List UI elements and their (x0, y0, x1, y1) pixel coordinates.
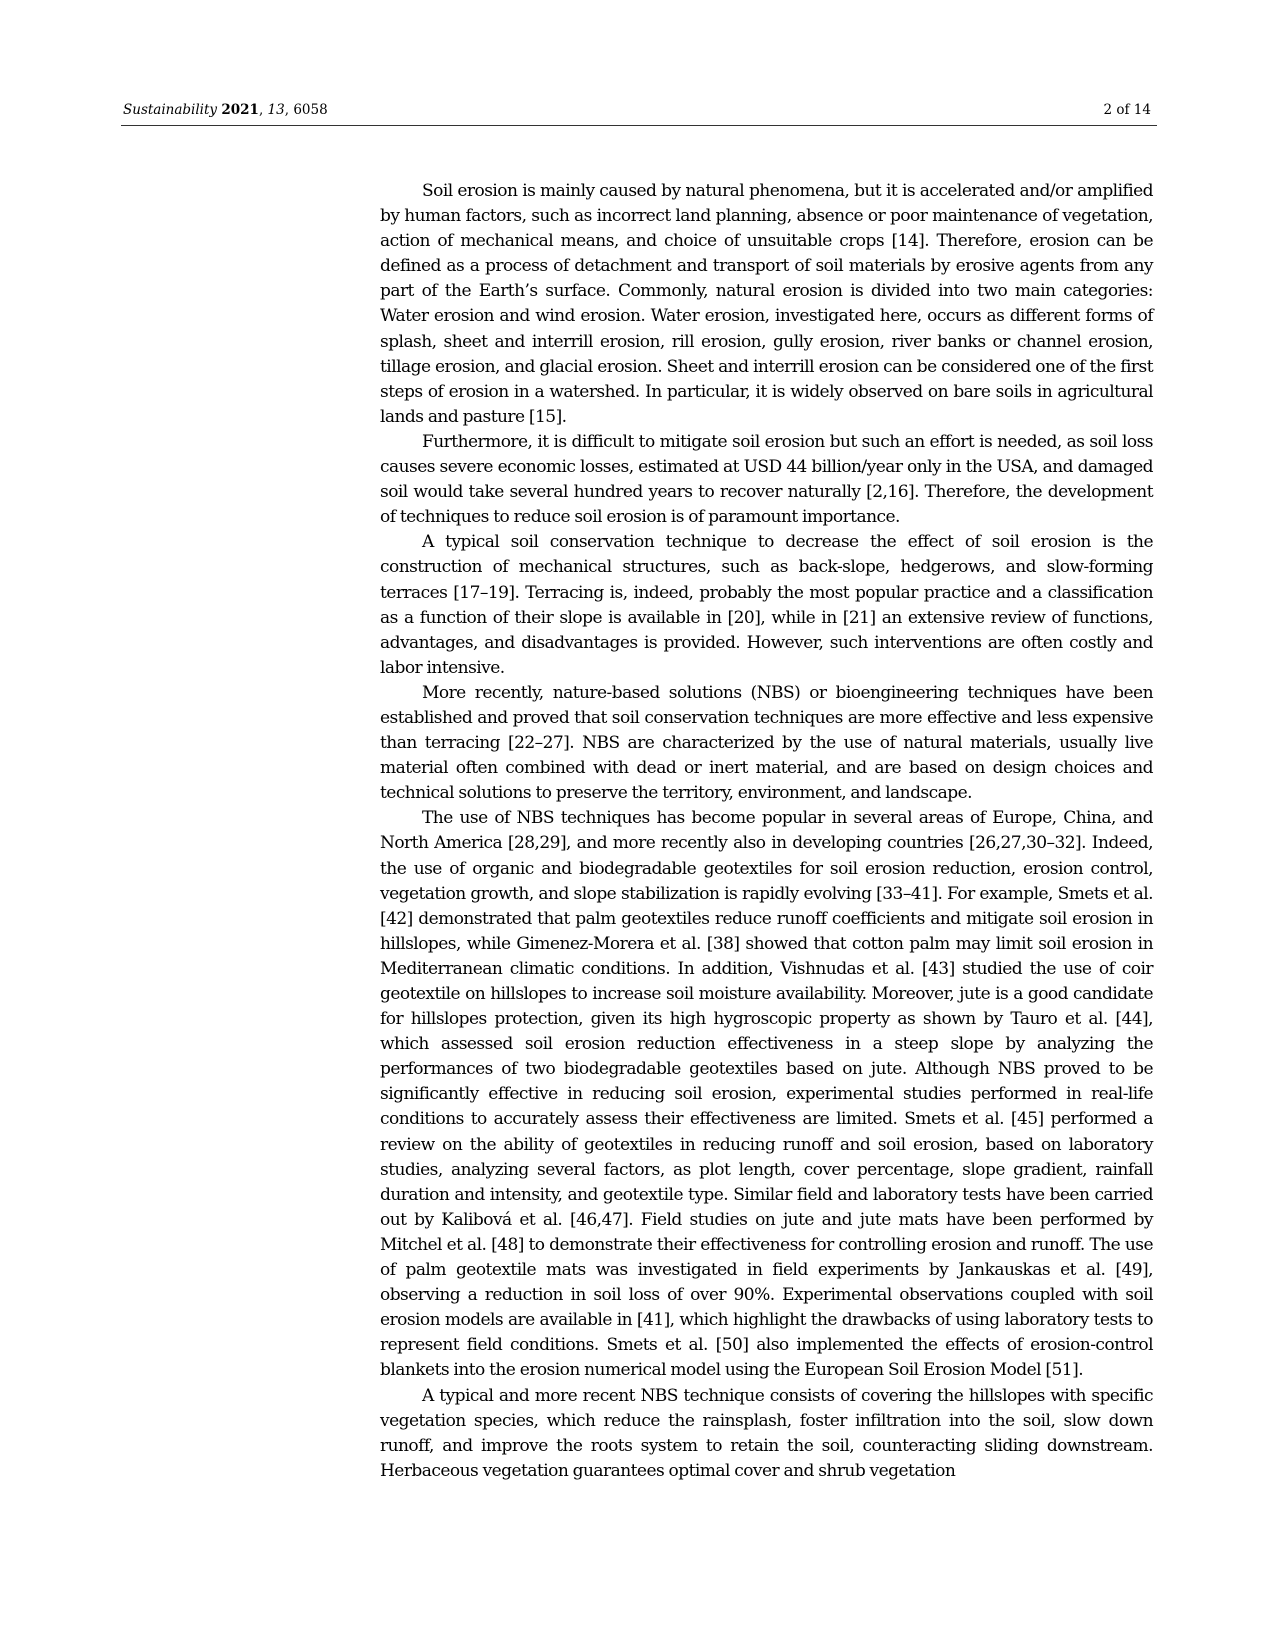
article-number: 6058 (293, 102, 328, 118)
paragraph: More recently, nature-based solutions (NBS) or bioengineering techniques have been established and proved that soil conservation techniques are more effective and less expensive than terracing [22–27]. NBS are characterized by the use of natural materials, usually live material often combined with dead or inert material, and are based on design choices and technical solutions to preserve the territory, environment, and landscape. (380, 682, 1153, 804)
page-number: 2 of 14 (1103, 102, 1151, 118)
page-header (121, 99, 1157, 126)
paragraph: The use of NBS techniques has become popular in several areas of Europe, China, and North America [28,29], and more recently also in developing countries [26,27,30–32]. Indeed, the use of organic and biodegradable geotextiles for soil erosion reduction, erosion control, vegetation growth, and slope stabilization is rapidly evolving [33–41]. For example, Smets et al. [42] demonstrated that palm geotextiles reduce runoff coefficients and mitigate soil erosion in hillslopes, while Gimenez-Morera et al. [38] showed that cotton palm may limit soil erosion in Mediterranean climatic conditions. In addition, Vishnudas et al. [43] studied the use of coir geotextile on hillslopes to increase soil moisture availability. Moreover, jute is a good candidate for hillslopes protection, given its high hygroscopic property as shown by Tauro et al. [44], which assessed soil erosion reduction effectiveness in a steep slope by analyzing the performances of two biodegradable geotextiles based on jute. Although NBS proved to be significantly effective in reducing soil erosion, experimental studies performed in real-life conditions to accurately assess their effectiveness are limited. Smets et al. [45] performed a review on the ability of geotextiles in reducing runoff and soil erosion, based on laboratory studies, analyzing several factors, as plot length, cover percentage, slope gradient, rainfall duration and intensity, and geotextile type. Similar field and laboratory tests have been carried out by Kalibová et al. [46,47]. Field studies on jute and jute mats have been performed by Mitchel et al. [48] to demonstrate their effectiveness for controlling erosion and runoff. The use of palm geotextile mats was investigated in field experiments by Jankauskas et al. [49], observing a reduction in soil loss of over 90%. Experimental observations coupled with soil erosion models are available in [41], which highlight the drawbacks of using laboratory tests to represent field conditions. Smets et al. [50] also implemented the effects of erosion-control blankets into the erosion numerical model using the European Soil Erosion Model [51]. (380, 808, 1153, 1381)
paragraph: A typical and more recent NBS technique consists of covering the hillslopes with specific vegetation species, which reduce the rainsplash, foster infiltration into the soil, slow down runoff, and improve the roots system to retain the soil, counteracting sliding downstream. Herbaceous vegetation guarantees optimal cover and shrub vegetation (380, 1385, 1153, 1481)
paragraph: Furthermore, it is difficult to mitigate soil erosion but such an effort is needed, as soil loss causes severe economic losses, estimated at USD 44 billion/year only in the USA, and damaged soil would take several hundred years to recover naturally [2,16]. Therefore, the development of techniques to reduce soil erosion is of paramount importance. (380, 431, 1153, 528)
journal-year: 2021 (221, 102, 259, 118)
paragraph: A typical soil conservation technique to decrease the effect of soil erosion is the construction of mechanical structures, such as back-slope, hedgerows, and slow-forming terraces [17–19]. Terracing is, indeed, probably the most popular practice and a classification as a function of their slope is available in [20], while in [21] an extensive review of functions, advantages, and disadvantages is provided. However, such interventions are often costly and labor intensive. (380, 532, 1153, 678)
journal-name: Sustainability (123, 102, 218, 118)
body-text (380, 179, 1153, 1484)
citation: Sustainability 2021, 13, 6058 (123, 102, 328, 118)
paragraph: Soil erosion is mainly caused by natural phenomena, but it is accelerated and/or amplified by human factors, such as incorrect land planning, absence or poor maintenance of vegetation, action of mechanical means, and choice of unsuitable crops [14]. Therefore, erosion can be defined as a process of detachment and transport of soil materials by erosive agents from any part of the Earth’s surface. Commonly, natural erosion is divided into two main categories: Water erosion and wind erosion. Water erosion, investigated here, occurs as different forms of splash, sheet and interrill erosion, rill erosion, gully erosion, river banks or channel erosion, tillage erosion, and glacial erosion. Sheet and interrill erosion can be considered one of the first steps of erosion in a watershed. In particular, it is widely observed on bare soils in agricultural lands and pasture [15]. (380, 181, 1153, 427)
journal-volume: 13 (267, 102, 285, 118)
